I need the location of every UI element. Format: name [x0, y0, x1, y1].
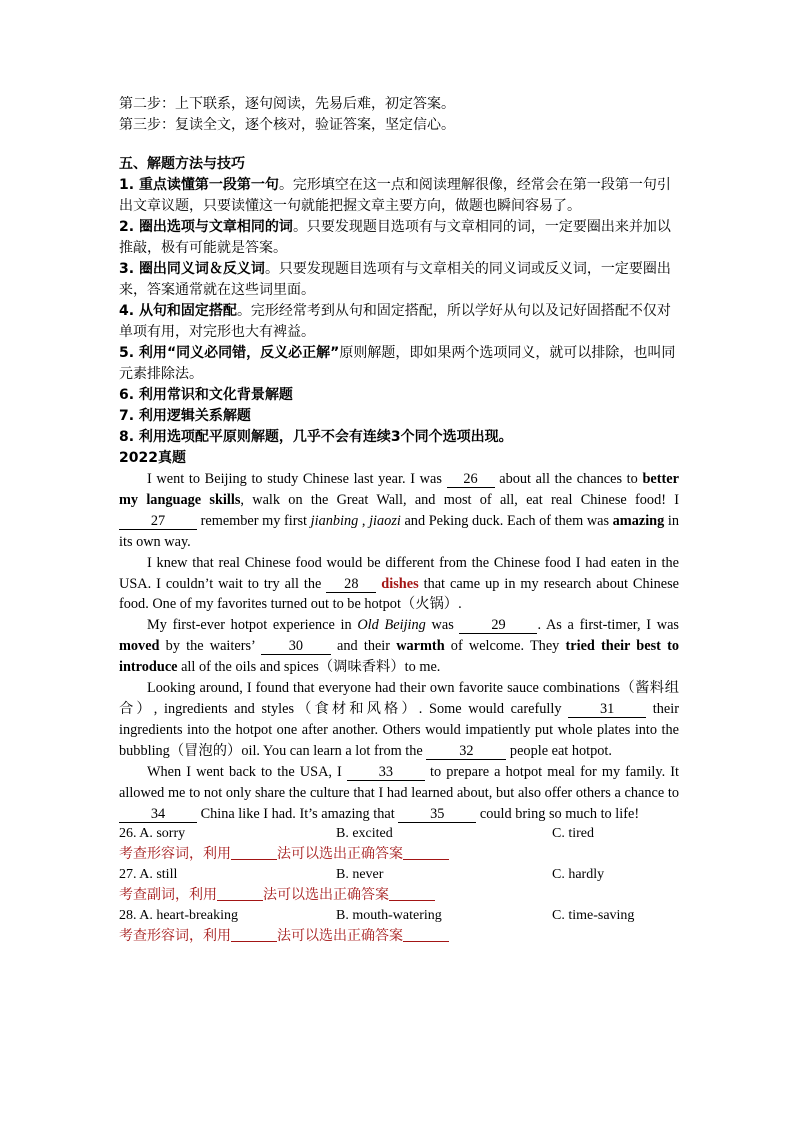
- option-26-a[interactable]: 26. A. sorry: [119, 826, 186, 842]
- hint-blank[interactable]: [403, 845, 449, 860]
- option-28-b[interactable]: B. mouth-watering: [336, 908, 442, 924]
- section-heading: 五、解题方法与技巧: [119, 156, 245, 172]
- tip-2: 2. 圈出选项与文章相同的词。只要发现题目选项有与文章相同的词，一定要圈出来并加以推敲，极有可能就是答案。: [119, 219, 671, 256]
- blank-34[interactable]: 34: [119, 807, 197, 823]
- blank-28[interactable]: 28: [326, 577, 376, 593]
- tip-3: 3. 圈出同义词＆反义词。只要发现题目选项有与文章相关的同义词或反义词，一定要圈出来，答案通常就在这些词里面。: [119, 261, 671, 298]
- blank-27[interactable]: 27: [119, 514, 197, 530]
- hint-blank[interactable]: [403, 927, 449, 942]
- tip-4: 4. 从句和固定搭配。完形经常考到从句和固定搭配，所以学好从句以及记好固搭配不仅对单项有用，对完形也大有裨益。: [119, 303, 671, 340]
- tip-1: 1. 重点读懂第一段第一句。完形填空在这一点和阅读理解很像，经常会在第一段第一句引出文章议题，只要读懂这一句就能把握文章主要方向，做题也瞬间容易了。: [119, 177, 671, 214]
- blank-33[interactable]: 33: [347, 765, 425, 781]
- step-3: 第三步：复读全文，逐个核对，验证答案，坚定信心。: [119, 117, 455, 133]
- question-28-options: [119, 906, 679, 926]
- passage-paragraph-3: My first-ever hotpot experience in Old Beijing was 29 . As a first-timer, I was moved by the waiters’ 30 and their warmth of welcome. They tried their best to introduce all of the oils and spices（调味香料）to me.: [119, 617, 679, 676]
- blank-31[interactable]: 31: [568, 702, 646, 718]
- tip-5: 5. 利用“同义必同错，反义必正解”原则解题，即如果两个选项同义，就可以排除，也叫同元素排除法。: [119, 345, 676, 382]
- exam-title: 2022真题: [119, 450, 186, 466]
- question-26-options: [119, 824, 679, 844]
- document-page: [119, 94, 679, 947]
- tip-7: 7. 利用逻辑关系解题: [119, 408, 251, 424]
- hint-blank[interactable]: [389, 886, 435, 901]
- option-28-c[interactable]: C. time-saving: [552, 908, 635, 924]
- hint-blank[interactable]: [231, 845, 277, 860]
- question-26-hint: 考查形容词，利用 法可以选出正确答案: [119, 844, 679, 865]
- hint-blank[interactable]: [231, 927, 277, 942]
- hint-blank[interactable]: [217, 886, 263, 901]
- option-27-a[interactable]: 27. A. still: [119, 867, 178, 883]
- option-26-b[interactable]: B. excited: [336, 826, 393, 842]
- option-27-b[interactable]: B. never: [336, 867, 384, 883]
- blank-30[interactable]: 30: [261, 639, 331, 655]
- tip-8: 8. 利用选项配平原则解题，几乎不会有连续3个同个选项出现。: [119, 429, 513, 445]
- passage-paragraph-1: I went to Beijing to study Chinese last year. I was 26 about all the chances to better my language skills, walk on the Great Wall, and most of all, eat real Chinese food! I 27 remember my first jianbing , jiaozi and Peking duck. Each of them was amazing in its own way.: [119, 471, 680, 550]
- option-28-a[interactable]: 28. A. heart-breaking: [119, 908, 238, 924]
- option-26-c[interactable]: C. tired: [552, 826, 594, 842]
- blank-26[interactable]: 26: [447, 472, 495, 488]
- blank-29[interactable]: 29: [459, 618, 537, 634]
- blank-32[interactable]: 32: [426, 744, 506, 760]
- question-28-hint: 考查形容词，利用 法可以选出正确答案: [119, 926, 679, 947]
- option-27-c[interactable]: C. hardly: [552, 867, 605, 883]
- tip-6: 6. 利用常识和文化背景解题: [119, 387, 293, 403]
- blank-35[interactable]: 35: [398, 807, 476, 823]
- question-27-options: [119, 865, 679, 885]
- question-27-hint: 考查副词，利用 法可以选出正确答案: [119, 885, 679, 906]
- passage-paragraph-2: I knew that real Chinese food would be different from the Chinese food I had eaten in the USA. I couldn’t wait to try all the 28 dishes that came up in my research about Chinese food. One of my favorites turned out to be hotpot（火锅）.: [119, 554, 679, 613]
- passage-paragraph-4: Looking around, I found that everyone had their own favorite sauce combinations（酱料组合）, ingredients and styles（食材和风格）. Some would carefully 31 their ingredients into the hotpot one after another. Others would impatiently put whole plates into the bubbling（冒泡的）oil. You can learn a lot from the 32 people eat hotpot.: [119, 680, 679, 759]
- step-2: 第二步：上下联系，逐句阅读，先易后难，初定答案。: [119, 96, 455, 112]
- passage-paragraph-5: When I went back to the USA, I 33 to prepare a hotpot meal for my family. It allowed me to not only share the culture that I had learned about, but also offer others a chance to 34 China like I had. It’s amazing that 35 could bring so much to life!: [119, 763, 680, 822]
